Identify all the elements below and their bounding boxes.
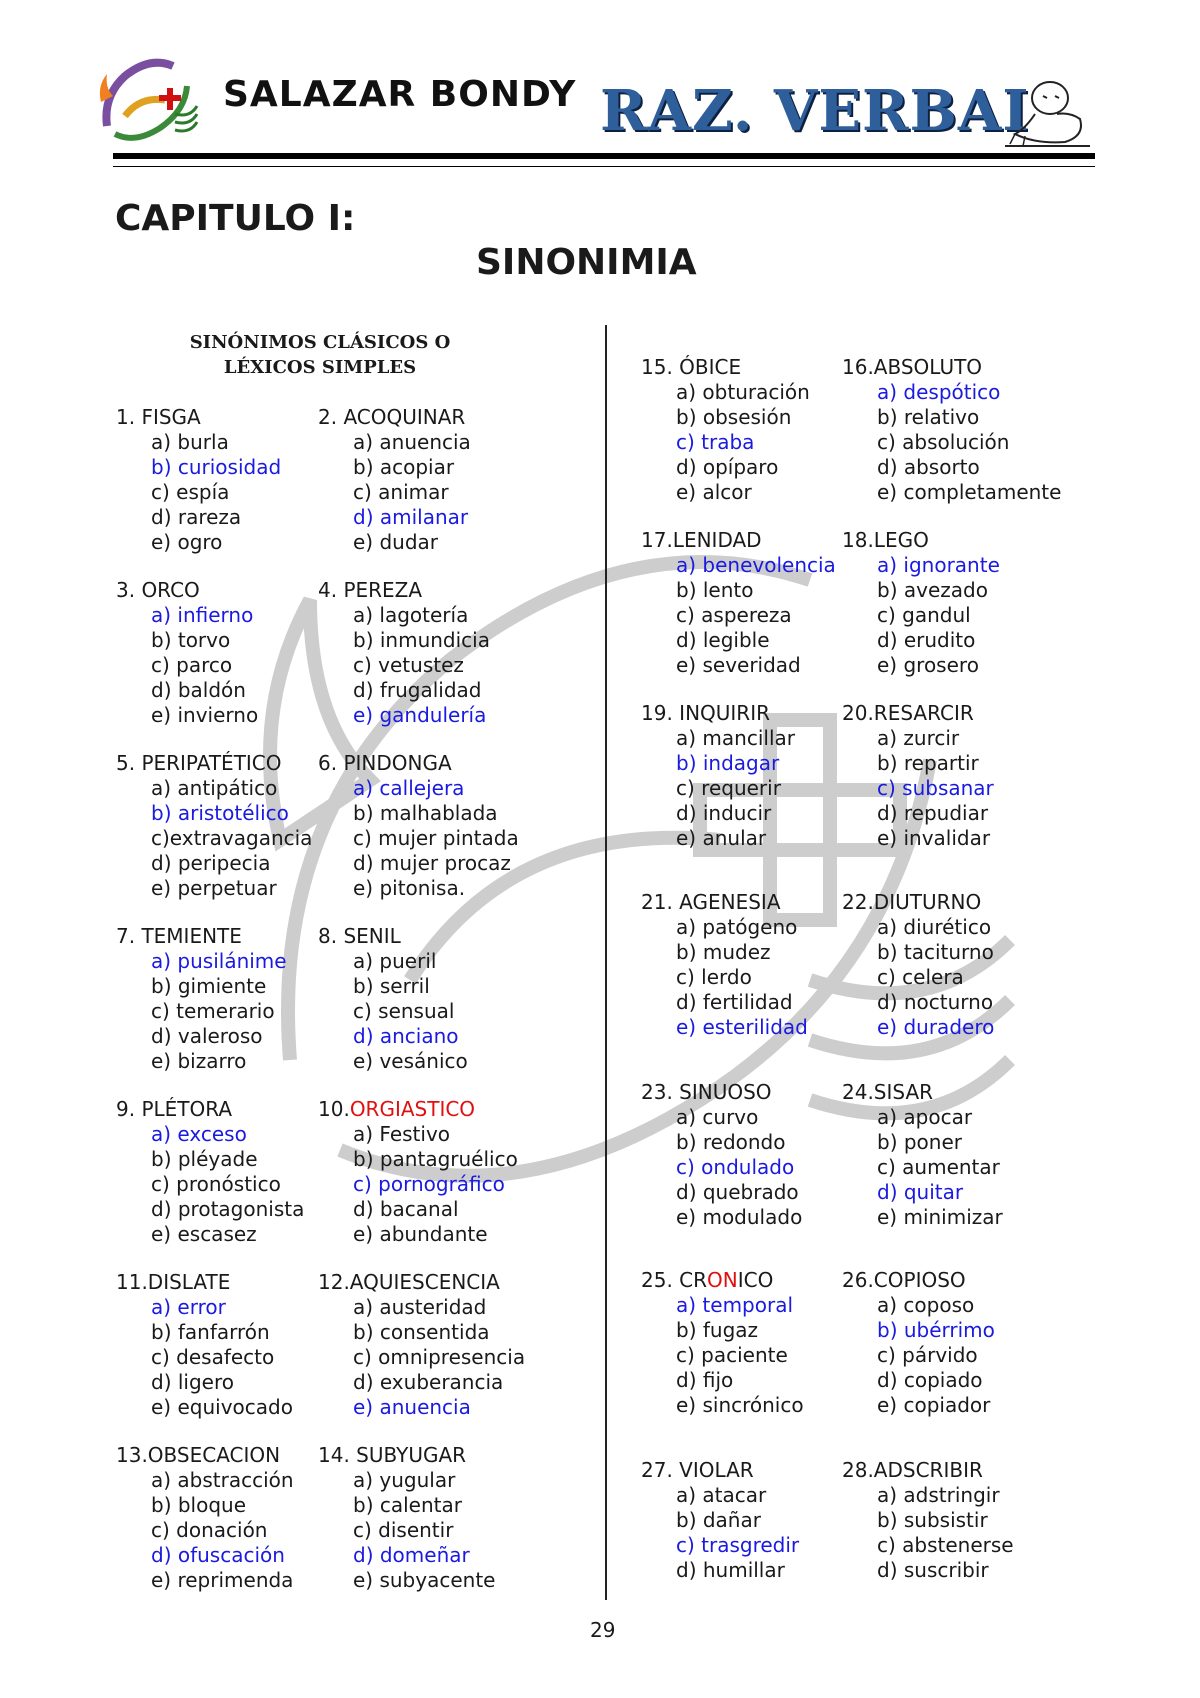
option: e) copiador <box>877 1393 991 1417</box>
option: c) abstenerse <box>877 1533 1014 1557</box>
header-rule-thin <box>113 166 1095 167</box>
option: b) redondo <box>676 1130 786 1154</box>
option-list <box>116 1295 331 1420</box>
option: a) adstringir <box>877 1483 1000 1507</box>
question-heading: 7. TEMIENTE <box>116 924 242 948</box>
option: b) relativo <box>877 405 980 429</box>
option: e) dudar <box>353 530 439 554</box>
question-block <box>116 1097 331 1247</box>
option: e) alcor <box>676 480 752 504</box>
option: d) protagonista <box>151 1197 305 1221</box>
option: d) valeroso <box>151 1024 263 1048</box>
option: b) fugaz <box>676 1318 759 1342</box>
question-block <box>116 578 331 728</box>
correct-option: a) ignorante <box>877 553 1000 577</box>
option: c) sensual <box>353 999 455 1023</box>
question-block <box>318 405 533 555</box>
option: e) equivocado <box>151 1395 293 1419</box>
option: b) inmundicia <box>353 628 490 652</box>
header-rule-thick <box>113 153 1095 159</box>
correct-option: c) subsanar <box>877 776 994 800</box>
option-list <box>318 776 533 901</box>
option-list <box>318 1468 533 1593</box>
option: b) serril <box>353 974 430 998</box>
question-heading: 13.OBSECACION <box>116 1443 281 1467</box>
question-heading: 16.ABSOLUTO <box>842 355 983 379</box>
option: d) opíparo <box>676 455 779 479</box>
question-block <box>116 924 331 1074</box>
option: b) malhablada <box>353 801 498 825</box>
option: c) lerdo <box>676 965 752 989</box>
option: a) anuencia <box>353 430 471 454</box>
option: e) invierno <box>151 703 259 727</box>
heading-text: 25. CR <box>641 1268 708 1292</box>
question-block <box>641 890 856 1040</box>
option: c) disentir <box>353 1518 454 1542</box>
page-header <box>95 50 1095 160</box>
option: e) anular <box>676 826 767 850</box>
question-heading: 27. VIOLAR <box>641 1458 754 1482</box>
option-list <box>318 430 533 555</box>
option: d) fertilidad <box>676 990 793 1014</box>
option: b) consentida <box>353 1320 490 1344</box>
option: d) frugalidad <box>353 678 482 702</box>
question-heading: 14. SUBYUGAR <box>318 1443 467 1467</box>
chapter-title: CAPITULO I: <box>115 198 356 239</box>
option: e) vesánico <box>353 1049 468 1073</box>
question-heading: 9. PLÉTORA <box>116 1097 233 1121</box>
correct-option: e) duradero <box>877 1015 995 1039</box>
correct-option: a) temporal <box>676 1293 794 1317</box>
question-heading: 22.DIUTURNO <box>842 890 982 914</box>
option: d) erudito <box>877 628 976 652</box>
question-heading: 28.ADSCRIBIR <box>842 1458 983 1482</box>
page-number: 29 <box>590 1618 616 1642</box>
option: c) omnipresencia <box>353 1345 526 1369</box>
correct-option: a) benevolencia <box>676 553 836 577</box>
question-block <box>641 1080 856 1230</box>
question-block <box>842 890 1057 1040</box>
option-list <box>641 1483 856 1583</box>
option: e) sincrónico <box>676 1393 804 1417</box>
option-list <box>641 1105 856 1230</box>
option: a) diurético <box>877 915 992 939</box>
mascot-illustration-icon <box>995 74 1095 154</box>
option: a) apocar <box>877 1105 973 1129</box>
option: e) escasez <box>151 1222 257 1246</box>
option: d) quebrado <box>676 1180 799 1204</box>
question-heading: 11.DISLATE <box>116 1270 231 1294</box>
correct-option: a) despótico <box>877 380 1001 404</box>
question-block <box>641 528 856 678</box>
correct-option: b) ubérrimo <box>877 1318 995 1342</box>
option-list <box>116 776 331 901</box>
question-block <box>318 924 533 1074</box>
option: c) parco <box>151 653 233 677</box>
question-block <box>842 355 1062 505</box>
correct-option: e) gandulería <box>353 703 487 727</box>
correct-option: d) anciano <box>353 1024 459 1048</box>
question-heading: 6. PINDONGA <box>318 751 452 775</box>
option-list <box>641 726 856 851</box>
question-heading: 23. SINUOSO <box>641 1080 772 1104</box>
correct-option: c) traba <box>676 430 755 454</box>
correct-option: b) curiosidad <box>151 455 282 479</box>
correct-option: c) ondulado <box>676 1155 795 1179</box>
option-list <box>842 553 1057 678</box>
option-list <box>116 1468 331 1593</box>
question-block <box>116 751 331 901</box>
option: a) burla <box>151 430 229 454</box>
option: a) pueril <box>353 949 437 973</box>
question-block <box>641 1268 856 1418</box>
option: a) Festivo <box>353 1122 451 1146</box>
question-block <box>842 528 1057 678</box>
option: b) subsistir <box>877 1508 988 1532</box>
option: a) coposo <box>877 1293 975 1317</box>
option: a) yugular <box>353 1468 456 1492</box>
option: e) invalidar <box>877 826 991 850</box>
option: c) celera <box>877 965 964 989</box>
option: d) exuberancia <box>353 1370 504 1394</box>
option: e) severidad <box>676 653 801 677</box>
correct-option: b) aristotélico <box>151 801 289 825</box>
option: c) espía <box>151 480 230 504</box>
question-block <box>318 1097 533 1247</box>
question-heading: 8. SENIL <box>318 924 401 948</box>
option: c) temerario <box>151 999 275 1023</box>
question-heading <box>641 1268 856 1293</box>
option: c) absolución <box>877 430 1010 454</box>
option: b) gimiente <box>151 974 267 998</box>
option-list <box>842 915 1057 1040</box>
column-divider <box>605 325 607 1600</box>
option: c) párvido <box>877 1343 978 1367</box>
correct-option: a) exceso <box>151 1122 247 1146</box>
heading-text: 10. <box>318 1097 350 1121</box>
option: c) aspereza <box>676 603 792 627</box>
option: d) bacanal <box>353 1197 459 1221</box>
option: b) pantagruélico <box>353 1147 518 1171</box>
option-list <box>116 1122 331 1247</box>
option: c) paciente <box>676 1343 788 1367</box>
section-title: SINÓNIMOS CLÁSICOS O LÉXICOS SIMPLES <box>189 332 451 378</box>
option: e) subyacente <box>353 1568 496 1592</box>
question-block <box>641 355 856 505</box>
school-name: SALAZAR BONDY <box>223 74 577 115</box>
correct-option: d) ofuscación <box>151 1543 285 1567</box>
option-list <box>641 380 856 505</box>
question-heading: 5. PERIPATÉTICO <box>116 751 282 775</box>
question-block <box>318 578 533 728</box>
question-block <box>842 1458 1057 1583</box>
option: e) perpetuar <box>151 876 277 900</box>
option: d) repudiar <box>877 801 989 825</box>
option-list <box>641 1293 856 1418</box>
option: d) ligero <box>151 1370 234 1394</box>
option: d) mujer procaz <box>353 851 511 875</box>
topic-title: SINONIMIA <box>476 242 697 283</box>
option: c) animar <box>353 480 449 504</box>
question-block <box>842 701 1057 851</box>
option: a) zurcir <box>877 726 960 750</box>
option: b) mudez <box>676 940 771 964</box>
question-block <box>318 1443 533 1593</box>
option: b) pléyade <box>151 1147 258 1171</box>
correct-option: a) pusilánime <box>151 949 287 973</box>
option: b) torvo <box>151 628 231 652</box>
question-heading: 15. ÓBICE <box>641 355 742 379</box>
option: b) acopiar <box>353 455 455 479</box>
option: b) avezado <box>877 578 988 602</box>
option: b) calentar <box>353 1493 462 1517</box>
school-logo-icon <box>95 56 205 146</box>
correct-option: a) infierno <box>151 603 254 627</box>
option: d) copiado <box>877 1368 983 1392</box>
option: c) pronóstico <box>151 1172 281 1196</box>
option-list <box>318 603 533 728</box>
option: b) lento <box>676 578 754 602</box>
option: c) aumentar <box>877 1155 1000 1179</box>
option: e) bizarro <box>151 1049 247 1073</box>
question-block <box>116 405 331 555</box>
option: a) abstracción <box>151 1468 294 1492</box>
question-heading: 21. AGENESIA <box>641 890 781 914</box>
question-block <box>842 1080 1057 1230</box>
subject-title: RAZ. VERBAI <box>600 78 1030 144</box>
option: e) grosero <box>877 653 979 677</box>
option-list <box>318 1122 533 1247</box>
option: e) modulado <box>676 1205 803 1229</box>
question-block <box>842 1268 1057 1418</box>
heading-text: ICO <box>737 1268 774 1292</box>
option: e) reprimenda <box>151 1568 294 1592</box>
option: c)extravagancia <box>151 826 313 850</box>
question-block <box>641 1458 856 1583</box>
highlighted-heading-text: ON <box>707 1268 738 1292</box>
correct-option: e) esterilidad <box>676 1015 808 1039</box>
question-heading <box>318 1097 533 1122</box>
option: b) poner <box>877 1130 962 1154</box>
option-list <box>318 1295 533 1420</box>
correct-option: a) error <box>151 1295 226 1319</box>
option: e) completamente <box>877 480 1062 504</box>
option: e) pitonisa. <box>353 876 466 900</box>
option-list <box>842 1293 1057 1418</box>
question-block <box>641 701 856 851</box>
option: b) dañar <box>676 1508 761 1532</box>
option: e) abundante <box>353 1222 488 1246</box>
question-heading: 26.COPIOSO <box>842 1268 966 1292</box>
correct-option: d) quitar <box>877 1180 964 1204</box>
question-heading: 24.SISAR <box>842 1080 934 1104</box>
option: a) atacar <box>676 1483 767 1507</box>
option-list <box>842 1105 1057 1230</box>
option-list <box>116 430 331 555</box>
option: c) gandul <box>877 603 971 627</box>
option: d) inducir <box>676 801 772 825</box>
option: d) rareza <box>151 505 242 529</box>
highlighted-heading-text: ORGIASTICO <box>349 1097 476 1121</box>
option: d) fijo <box>676 1368 734 1392</box>
option-list <box>318 949 533 1074</box>
option: a) antipático <box>151 776 278 800</box>
option: a) patógeno <box>676 915 798 939</box>
option-list <box>641 553 856 678</box>
correct-option: d) amilanar <box>353 505 469 529</box>
option-list <box>842 380 1062 505</box>
option-list <box>641 915 856 1040</box>
option: a) obturación <box>676 380 810 404</box>
question-heading: 17.LENIDAD <box>641 528 762 552</box>
option-list <box>116 949 331 1074</box>
correct-option: c) trasgredir <box>676 1533 800 1557</box>
option: e) minimizar <box>877 1205 1003 1229</box>
option: a) lagotería <box>353 603 469 627</box>
question-heading: 2. ACOQUINAR <box>318 405 466 429</box>
option: b) taciturno <box>877 940 994 964</box>
question-block <box>318 1270 533 1420</box>
option: b) obsesión <box>676 405 792 429</box>
option: c) mujer pintada <box>353 826 519 850</box>
option: a) curvo <box>676 1105 759 1129</box>
option: d) baldón <box>151 678 246 702</box>
question-heading: 3. ORCO <box>116 578 200 602</box>
option-list <box>116 603 331 728</box>
question-block <box>318 751 533 901</box>
question-block <box>116 1270 331 1420</box>
option: d) absorto <box>877 455 980 479</box>
question-block <box>116 1443 331 1593</box>
correct-option: b) indagar <box>676 751 780 775</box>
option: e) ogro <box>151 530 223 554</box>
option: d) nocturno <box>877 990 994 1014</box>
question-heading: 4. PEREZA <box>318 578 423 602</box>
option: b) bloque <box>151 1493 247 1517</box>
correct-option: e) anuencia <box>353 1395 471 1419</box>
correct-option: a) callejera <box>353 776 465 800</box>
option: c) requerir <box>676 776 781 800</box>
option: d) humillar <box>676 1558 785 1582</box>
question-heading: 20.RESARCIR <box>842 701 974 725</box>
question-heading: 1. FISGA <box>116 405 201 429</box>
option-list <box>842 1483 1057 1583</box>
correct-option: d) domeñar <box>353 1543 470 1567</box>
option: c) desafecto <box>151 1345 275 1369</box>
option: b) repartir <box>877 751 979 775</box>
option: a) austeridad <box>353 1295 487 1319</box>
question-heading: 12.AQUIESCENCIA <box>318 1270 500 1294</box>
option: d) peripecia <box>151 851 271 875</box>
option: d) suscribir <box>877 1558 989 1582</box>
option: b) fanfarrón <box>151 1320 270 1344</box>
correct-option: c) pornográfico <box>353 1172 505 1196</box>
option-list <box>842 726 1057 851</box>
question-heading: 19. INQUIRIR <box>641 701 770 725</box>
question-heading: 18.LEGO <box>842 528 929 552</box>
option: d) legible <box>676 628 770 652</box>
option: c) donación <box>151 1518 268 1542</box>
option: a) mancillar <box>676 726 795 750</box>
option: c) vetustez <box>353 653 464 677</box>
